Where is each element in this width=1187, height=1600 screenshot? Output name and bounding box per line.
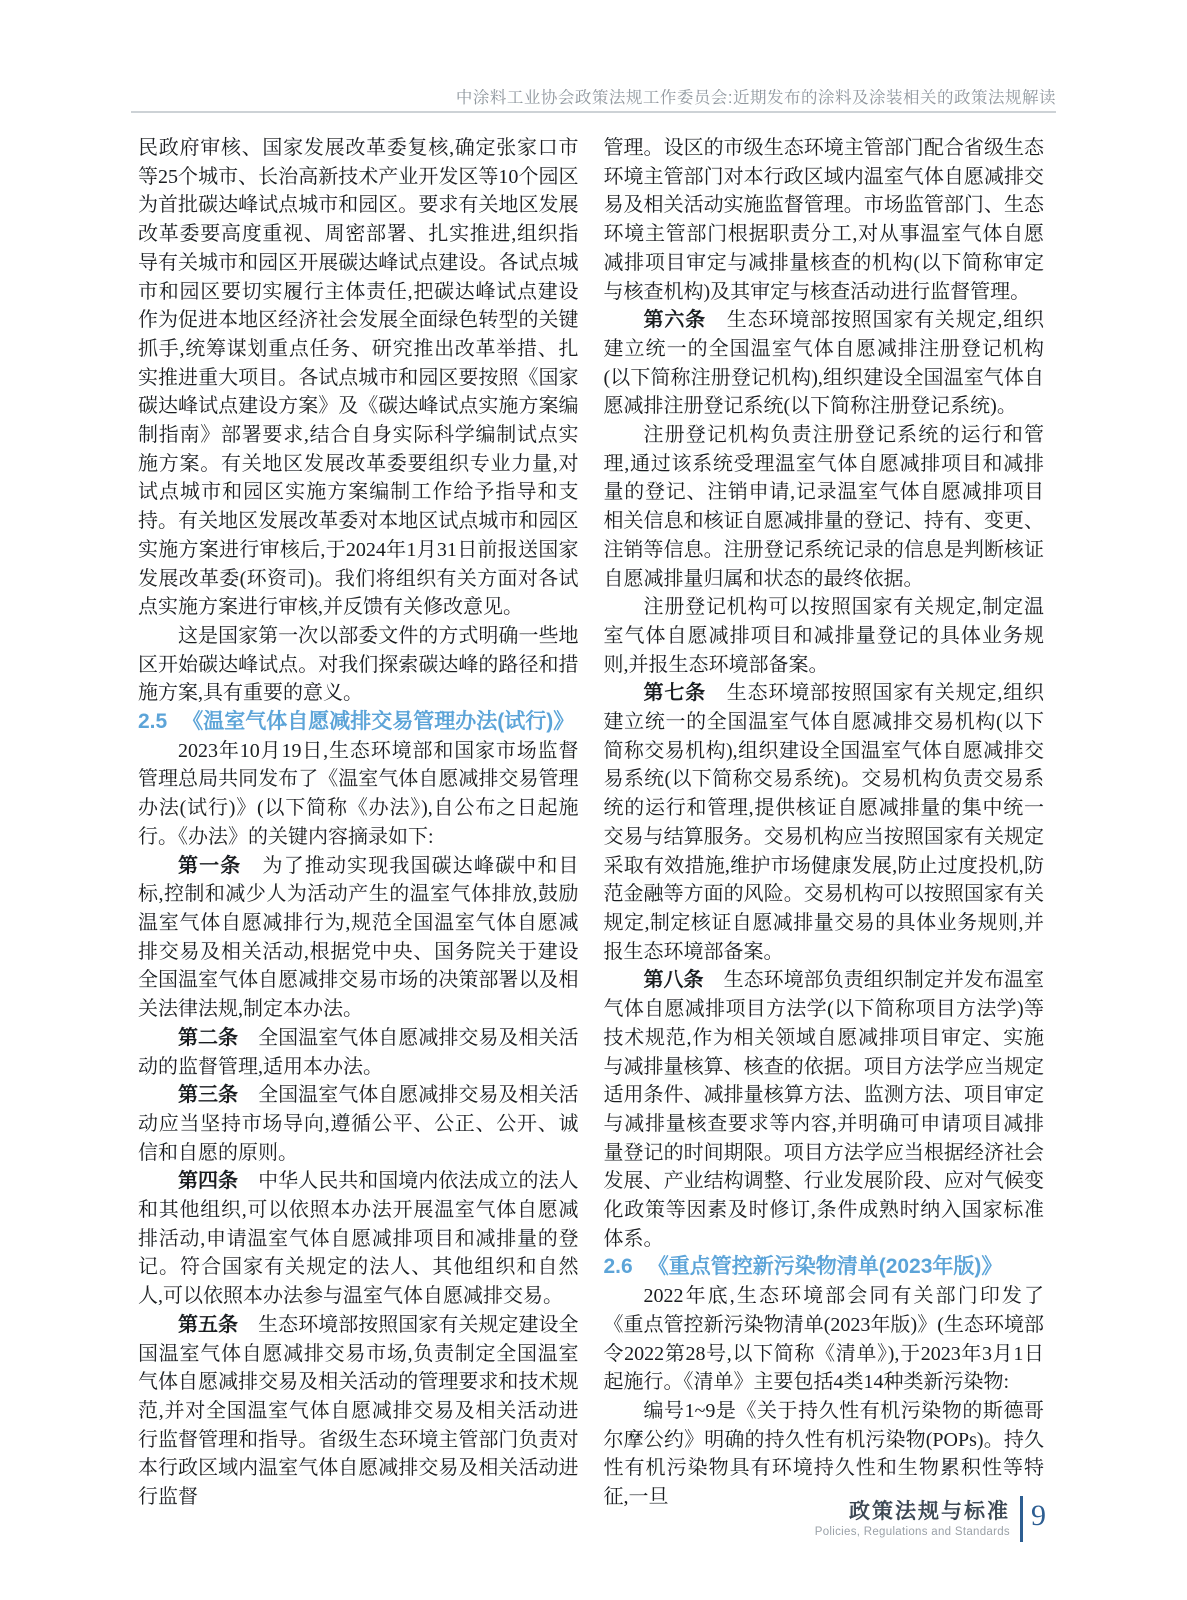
section-number: 2.5 [138,710,168,734]
body-paragraph: 第三条 全国温室气体自愿减排交易及相关活动应当坚持市场导向,遵循公平、公正、公开、诚信和自愿的原则。 [138,1084,579,1164]
body-paragraph: 注册登记机构可以按照国家有关规定,制定温室气体自愿减排项目和减排量登记的具体业务规则,并报生态环境部备案。 [603,596,1044,676]
two-column-body [138,134,1044,1512]
footer-divider-bar [1020,1496,1023,1542]
article-lead: 第一条 [178,854,242,877]
body-paragraph: 第四条 中华人民共和国境内依法成立的法人和其他组织,可以依照本办法开展温室气体自愿减排活动,申请温室气体自愿减排项目和减排量的登记。符合国家有关规定的法人、其他组织和自然人,可以依照本办法参与温室气体自愿减排交易。 [138,1170,579,1308]
body-paragraph: 第二条 全国温室气体自愿减排交易及相关活动的监督管理,适用本办法。 [138,1026,579,1078]
article-lead: 第五条 [178,1313,239,1336]
article-lead: 第三条 [178,1084,239,1107]
article-lead: 第六条 [643,309,706,332]
article-lead: 第八条 [643,969,704,992]
section-title: 《重点管控新污染物清单(2023年版)》 [647,1255,1003,1279]
section-number: 2.6 [603,1255,633,1279]
body-paragraph: 第八条 生态环境部负责组织制定并发布温室气体自愿减排项目方法学(以下简称项目方法学)等技术规范,作为相关领域自愿减排项目审定、实施与减排量核算、核查的依据。项目方法学应当规定适用条件、减排量核算方法、监测方法、项目审定与减排量核查要求等内容,并明确可申请项目减排量登记的时间期限。项目方法学应当根据经济社会发展、产业结构调整、行业发展阶段、应对气候变化政策等因素及时修订,条件成熟时纳入国家标准体系。 [603,969,1045,1250]
body-paragraph: 2023年10月19日,生态环境部和国家市场监督管理总局共同发布了《温室气体自愿减排交易管理办法(试行)》(以下简称《办法》),自公布之日起施行。《办法》的关键内容摘录如下: [138,739,579,848]
body-paragraph: 第一条 为了推动实现我国碳达峰碳中和目标,控制和减少人为活动产生的温室气体排放,鼓励温室气体自愿减排行为,规范全国温室气体自愿减排交易及相关活动,根据党中央、国务院关于建设全国温室气体自愿减排交易市场的决策部署以及相关法律法规,制定本办法。 [138,854,579,1021]
body-paragraph: 民政府审核、国家发展改革委复核,确定张家口市等25个城市、长治高新技术产业开发区等10个园区为首批碳达峰试点城市和园区。要求有关地区发展改革委要高度重视、周密部署、扎实推进,组织指导有关城市和园区开展碳达峰试点建设。各试点城市和园区要切实履行主体责任,把碳达峰试点建设作为促进本地区经济社会发展全面绿色转型的关键抓手,统筹谋划重点任务、研究推出改革举措、扎实推进重大项目。各试点城市和园区要按照《国家碳达峰试点建设方案》及《碳达峰试点实施方案编制指南》部署要求,结合自身实际科学编制试点实施方案。有关地区发展改革委要组织专业力量,对试点城市和园区实施方案编制工作给予指导和支持。有关地区发展改革委对本地区试点城市和园区实施方案进行审核后,于2024年1月31日前报送国家发展改革委(环资司)。我们将组织有关方面对各试点实施方案进行审核,并反馈有关修改意见。 [138,137,579,619]
footer-title-chinese: 政策法规与标准 [849,1499,1010,1523]
body-paragraph: 注册登记机构负责注册登记系统的运行和管理,通过该系统受理温室气体自愿减排项目和减排量的登记、注销申请,记录温室气体自愿减排项目相关信息和核证自愿减排量的登记、持有、变更、注销等信息。注册登记系统记录的信息是判断核证自愿减排量归属和状态的最终依据。 [603,424,1044,590]
article-lead: 第二条 [178,1026,239,1049]
page-header-title: 中涂料工业协会政策法规工作委员会:近期发布的涂料及涂装相关的政策法规解读 [455,89,1056,107]
body-paragraph: 这是国家第一次以部委文件的方式明确一些地区开始碳达峰试点。对我们探索碳达峰的路径和措施方案,具有重要的意义。 [138,624,579,705]
body-paragraph: 管理。设区的市级生态环境主管部门配合省级生态环境主管部门对本行政区域内温室气体自愿减排交易及相关活动实施监督管理。市场监管部门、生态环境主管部门根据职责分工,对从事温室气体自愿减排项目审定与减排量核查的机构(以下简称审定与核查机构)及其审定与核查活动进行监督管理。 [603,137,1044,303]
page-number: 9 [1031,1499,1046,1532]
body-paragraph: 第五条 生态环境部按照国家有关规定建设全国温室气体自愿减排交易市场,负责制定全国温室气体自愿减排交易及相关活动的管理要求和技术规范,并对全国温室气体自愿减排交易及相关活动进行监督管理和指导。省级生态环境主管部门负责对本行政区域内温室气体自愿减排交易及相关活动进行监督 [138,1313,579,1509]
page-footer [0,1496,1046,1542]
body-paragraph: 编号1~9是《关于持久性有机污染物的斯德哥尔摩公约》明确的持久性有机污染物(POPs)。持久性有机污染物具有环境持久性和生物累积性等特征,一旦 [603,1399,1044,1509]
header-divider [131,111,1056,113]
body-paragraph: 第七条 生态环境部按照国家有关规定,组织建立统一的全国温室气体自愿减排交易机构(以下简称交易机构),组织建设全国温室气体自愿减排交易系统(以下简称交易系统)。交易机构负责交易系统的运行和管理,提供核证自愿减排量的集中统一交易与结算服务。交易机构应当按照国家有关规定采取有效措施,维护市场健康发展,防止过度投机,防范金融等方面的风险。交易机构可以按照国家有关规定,制定核证自愿减排量交易的具体业务规则,并报生态环境部备案。 [603,682,1045,963]
section-title: 《温室气体自愿减排交易管理办法(试行)》 [182,710,575,734]
footer-title-english: Policies, Regulations and Standards [814,1525,1010,1538]
footer-section-title [815,1501,1010,1538]
column-left [138,134,579,1512]
column-right [604,134,1045,1512]
body-paragraph: 2022年底,生态环境部会同有关部门印发了《重点管控新污染物清单(2023年版)》(生态环境部令2022第28号,以下简称《清单》),于2023年3月1日起施行。《清单》主要包括4类14种类新污染物: [603,1285,1044,1394]
section-heading [604,1253,1045,1282]
article-lead: 第四条 [178,1170,239,1193]
body-paragraph: 第六条 生态环境部按照国家有关规定,组织建立统一的全国温室气体自愿减排注册登记机构(以下简称注册登记机构),组织建设全国温室气体自愿减排注册登记系统(以下简称注册登记系统)。 [603,309,1045,418]
article-lead: 第七条 [643,682,706,705]
section-heading [138,708,579,737]
